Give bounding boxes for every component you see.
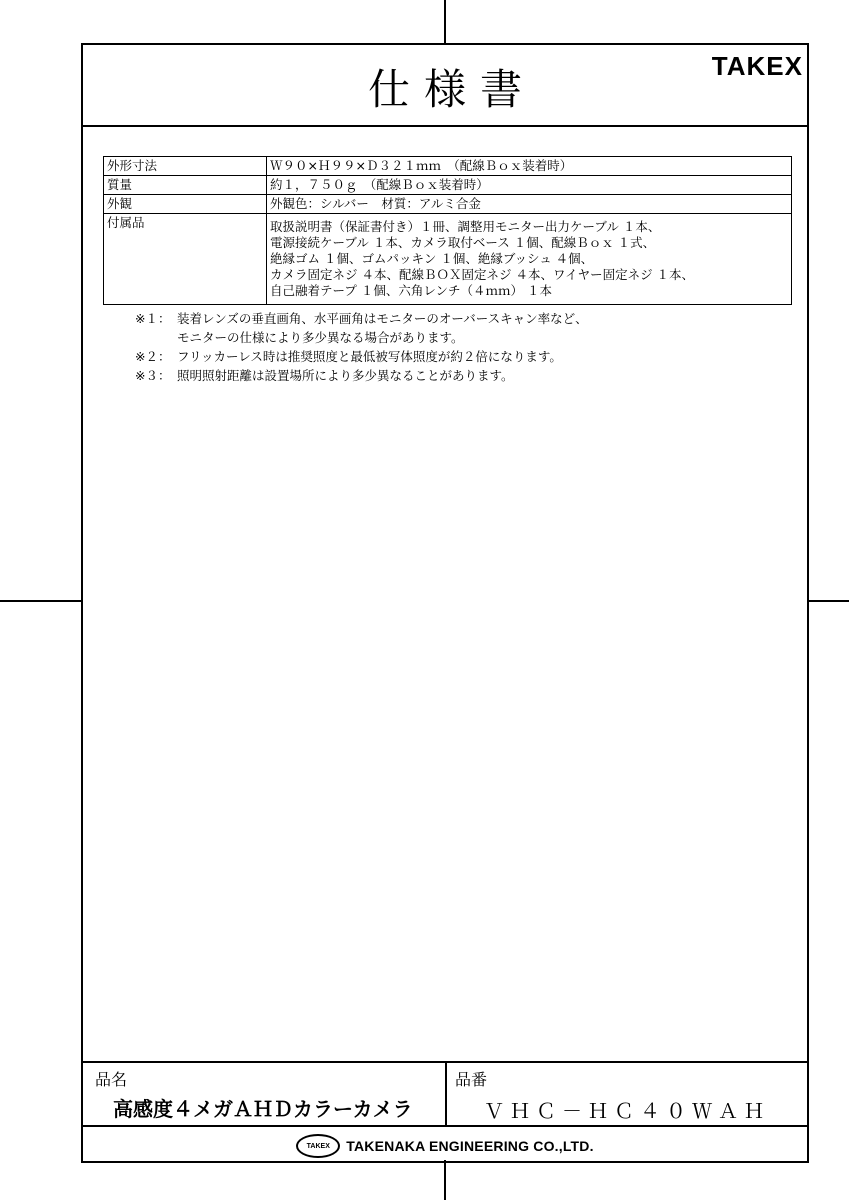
spec-label-weight: 質量 bbox=[104, 176, 267, 195]
product-number-label: 品番 bbox=[455, 1070, 488, 1089]
spec-value-weight: 約１，７５０ｇ （配線Ｂｏｘ装着時） bbox=[267, 176, 792, 195]
product-name-cell bbox=[83, 1063, 447, 1125]
note-mark: ※１： bbox=[135, 311, 171, 326]
spec-sheet-frame bbox=[81, 43, 809, 1163]
company-logo: TAKEX bbox=[296, 1134, 340, 1158]
note-text: フリッカーレス時は推奨照度と最低被写体照度が約２倍になります。 bbox=[177, 349, 562, 364]
brand-logo: TAKEX bbox=[711, 51, 803, 81]
accessory-line: 絶縁ゴム １個、ゴムパッキン １個、絶縁ブッシュ ４個、 bbox=[270, 251, 594, 266]
company-name: TAKENAKA ENGINEERING CO.,LTD. bbox=[346, 1138, 594, 1154]
crop-mark-bottom bbox=[444, 1160, 446, 1200]
spec-label-accessories: 付属品 bbox=[104, 214, 267, 305]
table-row bbox=[104, 195, 792, 214]
notes bbox=[135, 309, 775, 385]
spec-value-dimensions: Ｗ９０×Ｈ９９×Ｄ３２１ｍｍ （配線Ｂｏｘ装着時） bbox=[267, 157, 792, 176]
table-row bbox=[104, 214, 792, 305]
note-1 bbox=[135, 309, 775, 328]
table-row bbox=[104, 157, 792, 176]
header bbox=[83, 45, 807, 127]
crop-mark-right bbox=[807, 600, 849, 602]
spec-table bbox=[103, 156, 792, 305]
note-mark: ※２： bbox=[135, 349, 171, 364]
spec-label-appearance: 外観 bbox=[104, 195, 267, 214]
product-number: ＶＨＣ－ＨＣ４０ＷＡＨ bbox=[484, 1099, 770, 1123]
note-1-continuation: モニターの仕様により多少異なる場合があります。 bbox=[177, 330, 464, 345]
accessory-line: 取扱説明書（保証書付き）１冊、調整用モニター出力ケーブル １本、 bbox=[270, 219, 661, 234]
note-text: 照明照射距離は設置場所により多少異なることがあります。 bbox=[177, 368, 514, 383]
note-text: 装着レンズの垂直画角、水平画角はモニターのオーバースキャン率など、 bbox=[177, 311, 588, 326]
note-2 bbox=[135, 347, 775, 366]
page-title: 仕様書 bbox=[367, 65, 536, 114]
crop-mark-top bbox=[444, 0, 446, 44]
accessory-line: 自己融着テープ １個、六角レンチ（４ｍｍ） １本 bbox=[270, 283, 553, 298]
note-3 bbox=[135, 366, 775, 385]
product-name: 高感度４メガＡＨＤカラーカメラ bbox=[113, 1097, 413, 1121]
accessory-line: 電源接続ケーブル １本、カメラ取付ベース １個、配線Ｂｏｘ １式、 bbox=[270, 235, 656, 250]
table-row bbox=[104, 176, 792, 195]
spec-label-dimensions: 外形寸法 bbox=[104, 157, 267, 176]
accessory-line: カメラ固定ネジ ４本、配線ＢＯＸ固定ネジ ４本、ワイヤー固定ネジ １本、 bbox=[270, 267, 695, 282]
footer bbox=[83, 1125, 807, 1165]
product-name-label: 品名 bbox=[95, 1070, 128, 1089]
note-mark: ※３： bbox=[135, 368, 171, 383]
crop-mark-left bbox=[0, 600, 82, 602]
product-number-cell bbox=[447, 1063, 807, 1125]
spec-value-appearance: 外観色：シルバー 材質：アルミ合金 bbox=[267, 195, 792, 214]
title-block bbox=[83, 1061, 807, 1163]
spec-value-accessories bbox=[267, 214, 792, 305]
